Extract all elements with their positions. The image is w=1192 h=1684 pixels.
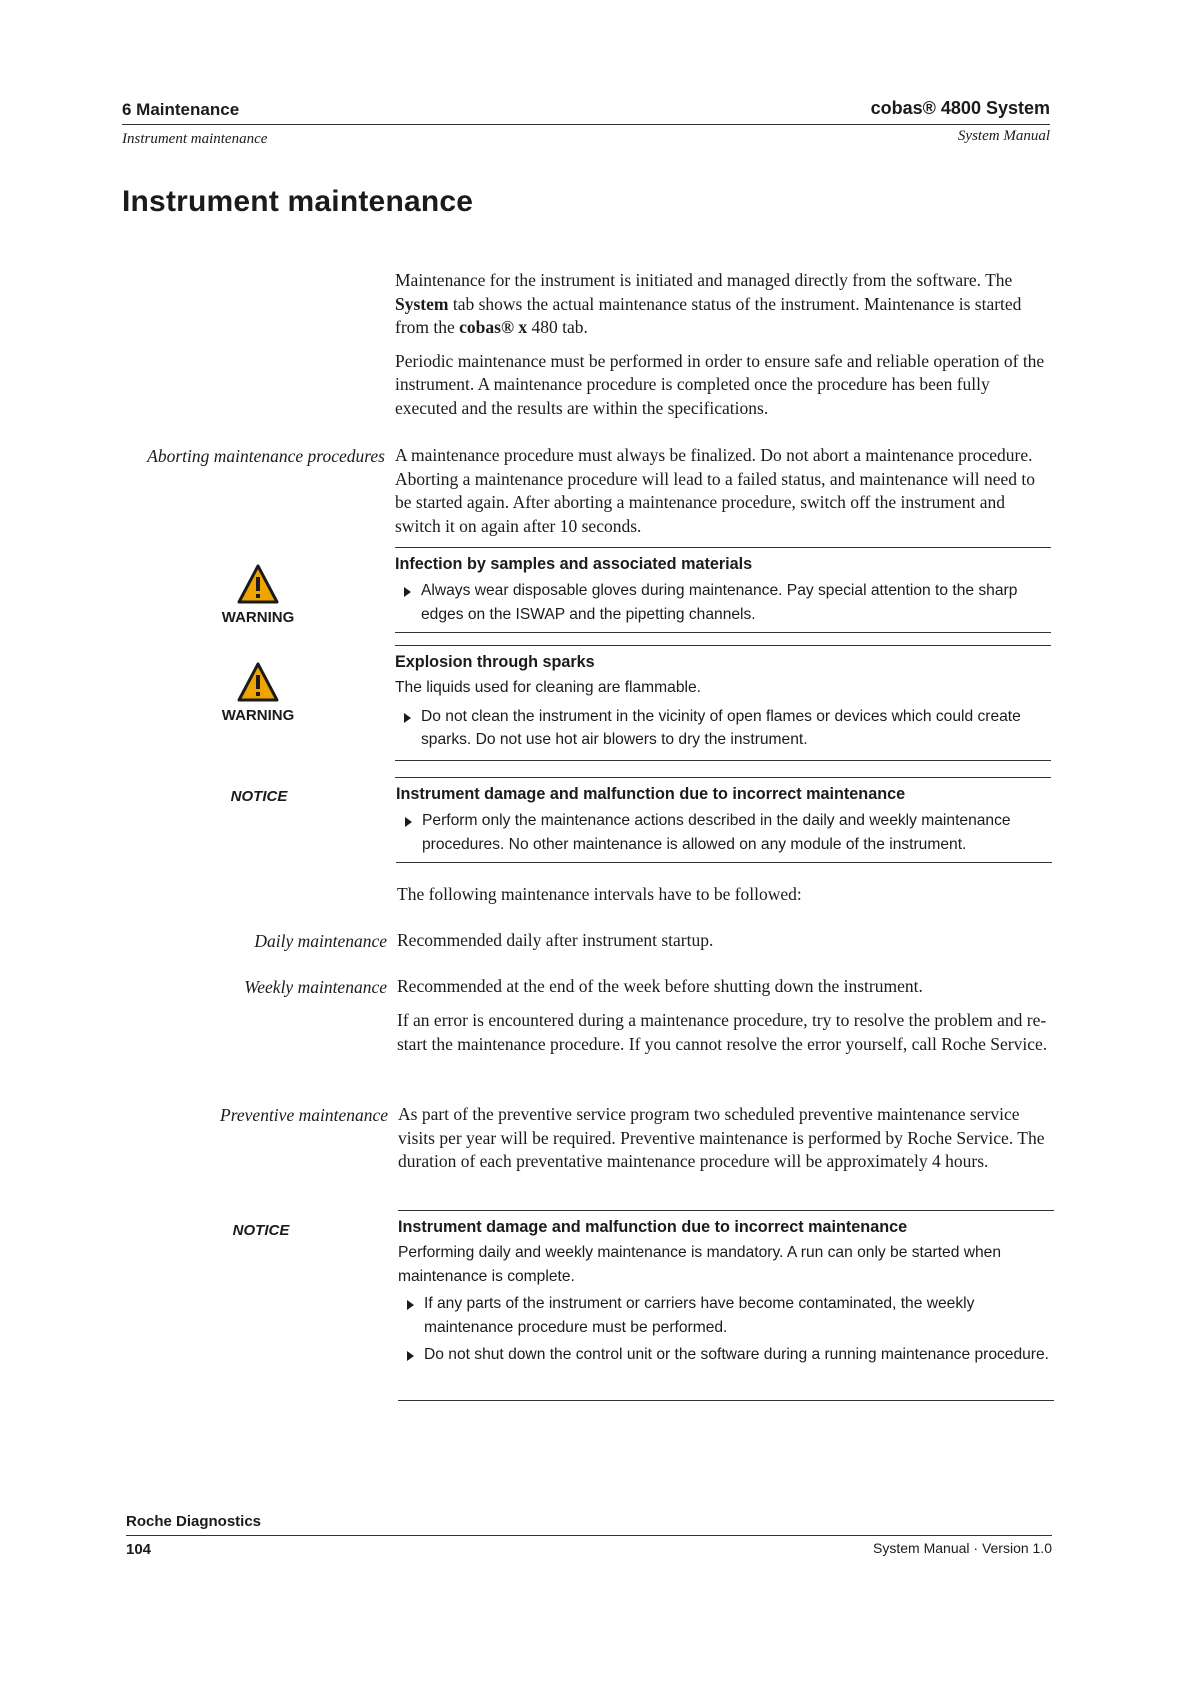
warning2-text: The liquids used for cleaning are flammable. [395, 679, 701, 696]
warning1-title: Infection by samples and associated materials [395, 555, 753, 573]
footer-version: System Manual · Version 1.0 [873, 1540, 1052, 1556]
footer-company: Roche Diagnostics [126, 1513, 262, 1530]
warning2-title: Explosion through sparks [395, 653, 595, 671]
daily-label: Daily maintenance [254, 931, 387, 951]
page-title: Instrument maintenance [122, 185, 474, 218]
chapter-title: 6 Maintenance [122, 100, 240, 119]
warning2-top-rule [395, 645, 1051, 646]
manual-title: System Manual [957, 128, 1050, 144]
warning1-label: WARNING [221, 609, 295, 626]
warning1-bullet: Always wear disposable gloves during maintenance. Pay special attention to the sharp edges on the ISWAP and the pipetting channels. [395, 579, 1055, 626]
warning2-badge [208, 662, 308, 724]
notice1-bullet: Perform only the maintenance actions described in the daily and weekly maintenance procedures. No other maintenance is allowed on any module of the instrument. [396, 809, 1056, 856]
notice1-label: NOTICE [230, 788, 288, 805]
notice2-bullet-1: If any parts of the instrument or carriers have become contaminated, the weekly maintenance procedure must be performed. [398, 1292, 1058, 1339]
weekly-label: Weekly maintenance [244, 977, 387, 997]
notice1-box [396, 785, 1056, 856]
footer-page-number: 104 [126, 1541, 152, 1558]
bullet-arrow-icon [407, 1351, 414, 1361]
bullet-arrow-icon [404, 713, 411, 723]
header-rule [122, 124, 1050, 125]
warning1-bottom-rule [395, 632, 1051, 633]
product-title: cobas® 4800 System [870, 98, 1050, 118]
bullet-arrow-icon [404, 587, 411, 597]
notice2-title: Instrument damage and malfunction due to incorrect maintenance [398, 1218, 908, 1236]
warning2-box [395, 653, 1055, 752]
aborting-text: A maintenance procedure must always be finalized. Do not abort a maintenance procedure. Aborting a maintenance procedure will lead to a failed status, and maintenance will need to be started again. After aborting a maintenance procedure, switch off the instrument and switch it on again after 10 seconds. [395, 445, 1035, 536]
warning-triangle-icon [237, 662, 279, 702]
notice2-text: Performing daily and weekly maintenance is mandatory. A run can only be started when maintenance is complete. [398, 1244, 1002, 1285]
intro-paragraph-1: Maintenance for the instrument is initiated and managed directly from the software. The System tab shows the actual maintenance status of the instrument. Maintenance is started from the cobas® x 480 tab. [395, 270, 1022, 337]
preventive-text: As part of the preventive service program two scheduled preventive maintenance service visits per year will be required. Preventive maintenance is performed by Roche Service. The duration of each preventative maintenance procedure will be approximately 4 hours. [398, 1104, 1045, 1171]
notice1-bottom-rule [396, 862, 1052, 863]
bullet-arrow-icon [405, 817, 412, 827]
warning2-bullet: Do not clean the instrument in the vicinity of open flames or devices which could create sparks. Do not use hot air blowers to dry the instrument. [395, 705, 1055, 752]
notice1-title: Instrument damage and malfunction due to incorrect maintenance [396, 785, 906, 803]
intro-paragraph-2: Periodic maintenance must be performed in order to ensure safe and reliable operation of the instrument. A maintenance procedure is completed once the procedure has been fully executed and the results are within the specifications. [395, 350, 1045, 418]
intervals-intro: The following maintenance intervals have to be followed: [397, 884, 802, 904]
section-title: Instrument maintenance [122, 131, 268, 147]
warning-triangle-icon [237, 564, 279, 604]
warning1-badge [208, 564, 308, 626]
intro-block [395, 269, 1055, 420]
notice1-top-rule [395, 777, 1051, 778]
error-paragraph: If an error is encountered during a maintenance procedure, try to resolve the problem and re-start the maintenance procedure. If you cannot resolve the error yourself, call Roche Service. [397, 1010, 1048, 1054]
notice2-top-rule [398, 1210, 1054, 1211]
footer-rule [126, 1535, 1052, 1536]
preventive-label: Preventive maintenance [220, 1105, 388, 1125]
notice2-bottom-rule [398, 1400, 1054, 1401]
notice2-label: NOTICE [232, 1222, 290, 1239]
daily-text: Recommended daily after instrument startup. [397, 930, 714, 950]
notice2-box [398, 1218, 1058, 1367]
aborting-label: Aborting maintenance procedures [147, 446, 385, 466]
weekly-text: Recommended at the end of the week before shutting down the instrument. [397, 976, 923, 996]
warning1-box [395, 555, 1055, 626]
bullet-arrow-icon [407, 1300, 414, 1310]
notice2-bullet-2: Do not shut down the control unit or the software during a running maintenance procedure. [398, 1343, 1058, 1367]
warning1-top-rule [395, 547, 1051, 548]
warning2-label: WARNING [221, 707, 295, 724]
warning2-bottom-rule [395, 760, 1051, 761]
